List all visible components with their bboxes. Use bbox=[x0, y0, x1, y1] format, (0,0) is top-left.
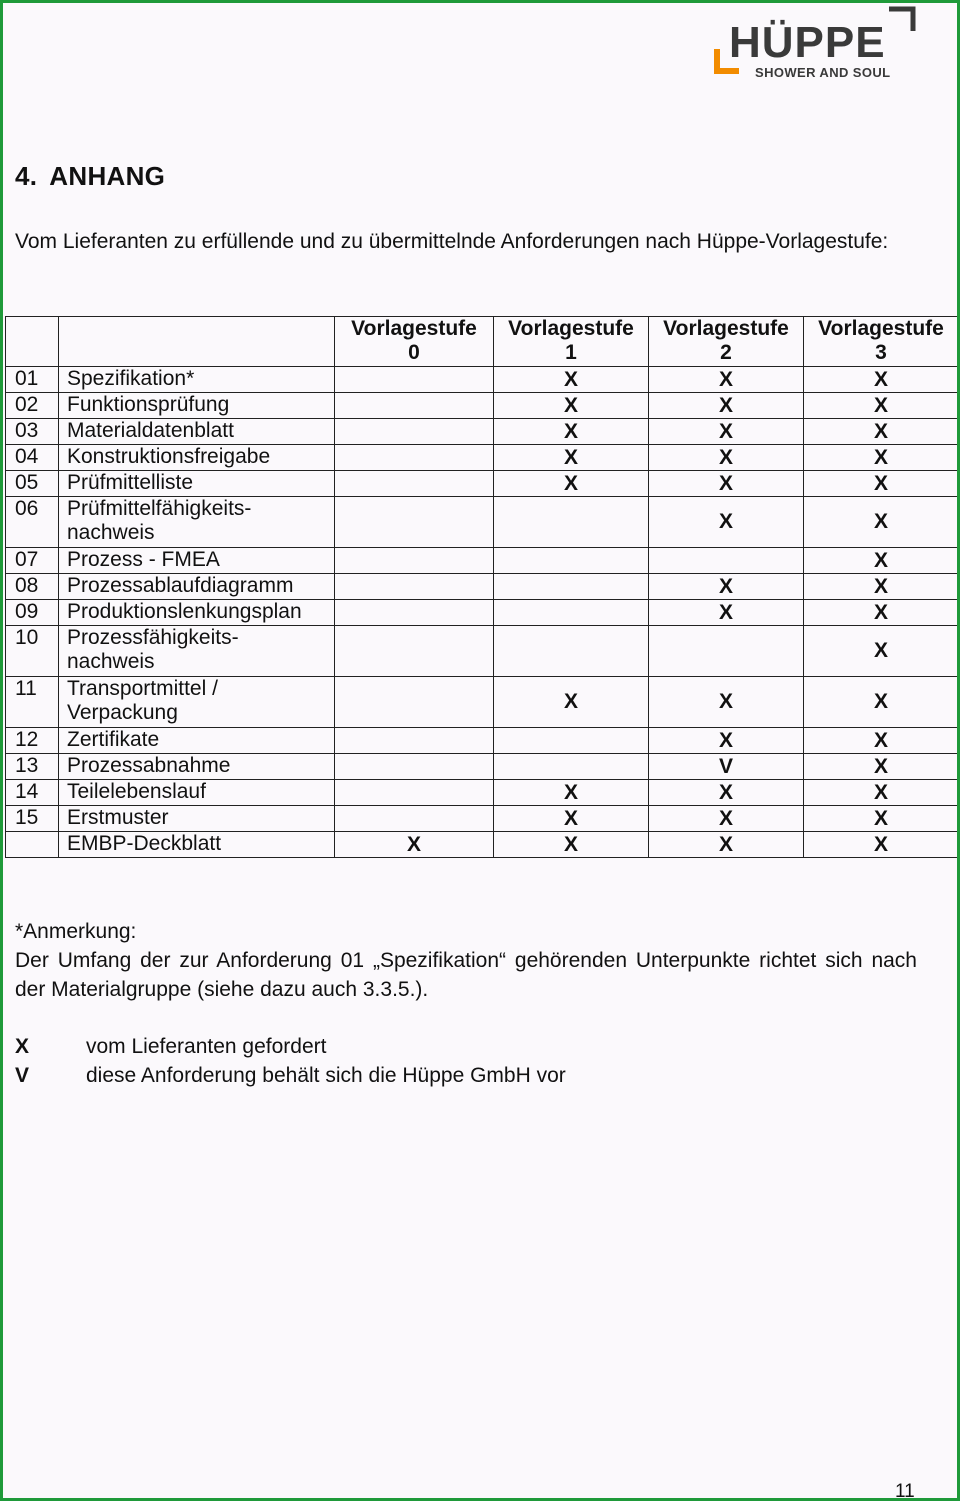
stage-2-mark: X bbox=[649, 728, 804, 754]
table-row bbox=[6, 497, 959, 548]
stage-3-mark: X bbox=[804, 832, 959, 858]
row-number-cell: 03 bbox=[6, 419, 59, 445]
table-row bbox=[6, 806, 959, 832]
note-title: *Anmerkung: bbox=[15, 920, 137, 943]
legend-item bbox=[15, 1032, 566, 1061]
row-number-cell: 15 bbox=[6, 806, 59, 832]
table-row bbox=[6, 471, 959, 497]
legend-text: diese Anforderung behält sich die Hüppe GmbH vor bbox=[86, 1064, 566, 1087]
stage-0-mark bbox=[335, 471, 494, 497]
requirement-name-cell: Prozessabnahme bbox=[59, 754, 335, 780]
stage-2-mark bbox=[649, 548, 804, 574]
table-body bbox=[6, 367, 959, 858]
stage-2-mark: X bbox=[649, 677, 804, 728]
legend-key: V bbox=[15, 1064, 30, 1087]
stage-0-mark bbox=[335, 393, 494, 419]
requirement-name-cell: Konstruktionsfreigabe bbox=[59, 445, 335, 471]
section-heading bbox=[15, 161, 165, 192]
header-name-cell bbox=[59, 317, 335, 367]
row-number-cell: 02 bbox=[6, 393, 59, 419]
row-number-cell: 09 bbox=[6, 600, 59, 626]
stage-3-mark: X bbox=[804, 497, 959, 548]
stage-1-mark: X bbox=[494, 832, 649, 858]
requirement-name-cell: Erstmuster bbox=[59, 806, 335, 832]
stage-2-mark: X bbox=[649, 832, 804, 858]
stage-2-mark: X bbox=[649, 497, 804, 548]
stage-3-mark: X bbox=[804, 626, 959, 677]
stage-0-mark bbox=[335, 780, 494, 806]
stage-3-mark: X bbox=[804, 393, 959, 419]
stage-0-mark bbox=[335, 548, 494, 574]
table-row bbox=[6, 445, 959, 471]
requirement-name-cell: Transportmittel / Verpackung bbox=[59, 677, 335, 728]
requirements-table bbox=[5, 316, 959, 858]
stage-0-mark bbox=[335, 367, 494, 393]
legend bbox=[15, 1032, 566, 1090]
stage-1-mark: X bbox=[494, 419, 649, 445]
stage-3-mark: X bbox=[804, 367, 959, 393]
stage-0-mark bbox=[335, 677, 494, 728]
requirement-name-cell: Teilelebenslauf bbox=[59, 780, 335, 806]
stage-0-mark bbox=[335, 574, 494, 600]
table-row bbox=[6, 832, 959, 858]
stage-1-mark bbox=[494, 574, 649, 600]
stage-2-mark: X bbox=[649, 780, 804, 806]
stage-0-mark bbox=[335, 806, 494, 832]
stage-1-mark bbox=[494, 728, 649, 754]
requirement-name-cell: Zertifikate bbox=[59, 728, 335, 754]
stage-0-mark bbox=[335, 497, 494, 548]
stage-3-mark: X bbox=[804, 780, 959, 806]
huppe-logo bbox=[711, 5, 921, 85]
row-number-cell: 06 bbox=[6, 497, 59, 548]
stage-1-mark: X bbox=[494, 367, 649, 393]
header-stage-3: Vorlagestufe 3 bbox=[804, 317, 959, 367]
stage-3-mark: X bbox=[804, 574, 959, 600]
row-number-cell bbox=[6, 832, 59, 858]
row-number-cell: 13 bbox=[6, 754, 59, 780]
requirement-name-cell: Prozessfähigkeits- nachweis bbox=[59, 626, 335, 677]
row-number-cell: 01 bbox=[6, 367, 59, 393]
note-text: Der Umfang der zur Anforderung 01 „Spezifikation“ gehörenden Unterpunkte richtet sich nach der Materialgruppe (siehe dazu auch 3.3.5.). bbox=[15, 949, 917, 1001]
table-row bbox=[6, 780, 959, 806]
row-number-cell: 11 bbox=[6, 677, 59, 728]
stage-2-mark: X bbox=[649, 600, 804, 626]
stage-3-mark: X bbox=[804, 806, 959, 832]
stage-2-mark: X bbox=[649, 471, 804, 497]
stage-3-mark: X bbox=[804, 728, 959, 754]
table-row bbox=[6, 393, 959, 419]
stage-3-mark: X bbox=[804, 600, 959, 626]
stage-1-mark: X bbox=[494, 806, 649, 832]
stage-1-mark bbox=[494, 600, 649, 626]
stage-0-mark bbox=[335, 445, 494, 471]
legend-item bbox=[15, 1061, 566, 1090]
stage-1-mark: X bbox=[494, 780, 649, 806]
stage-1-mark: X bbox=[494, 471, 649, 497]
stage-3-mark: X bbox=[804, 445, 959, 471]
requirement-name-cell: Spezifikation* bbox=[59, 367, 335, 393]
stage-1-mark: X bbox=[494, 677, 649, 728]
stage-0-mark bbox=[335, 754, 494, 780]
header-stage-1: Vorlagestufe 1 bbox=[494, 317, 649, 367]
stage-1-mark: X bbox=[494, 393, 649, 419]
requirement-name-cell: Prozessablaufdiagramm bbox=[59, 574, 335, 600]
table-row bbox=[6, 574, 959, 600]
section-number: 4. bbox=[15, 161, 38, 191]
svg-text:SHOWER AND SOUL: SHOWER AND SOUL bbox=[755, 65, 891, 80]
stage-0-mark bbox=[335, 626, 494, 677]
header-stage-0: Vorlagestufe 0 bbox=[335, 317, 494, 367]
stage-3-mark: X bbox=[804, 754, 959, 780]
requirement-name-cell: Produktionslenkungsplan bbox=[59, 600, 335, 626]
row-number-cell: 05 bbox=[6, 471, 59, 497]
table-row bbox=[6, 600, 959, 626]
stage-0-mark bbox=[335, 728, 494, 754]
stage-3-mark: X bbox=[804, 471, 959, 497]
table-row bbox=[6, 548, 959, 574]
row-number-cell: 08 bbox=[6, 574, 59, 600]
table-row bbox=[6, 754, 959, 780]
requirement-name-cell: Prüfmittelliste bbox=[59, 471, 335, 497]
stage-2-mark: X bbox=[649, 419, 804, 445]
requirement-name-cell: Prüfmittelfähigkeits- nachweis bbox=[59, 497, 335, 548]
stage-1-mark bbox=[494, 626, 649, 677]
table-row bbox=[6, 367, 959, 393]
stage-3-mark: X bbox=[804, 548, 959, 574]
stage-1-mark bbox=[494, 754, 649, 780]
stage-2-mark: X bbox=[649, 445, 804, 471]
stage-3-mark: X bbox=[804, 419, 959, 445]
row-number-cell: 10 bbox=[6, 626, 59, 677]
requirement-name-cell: Prozess - FMEA bbox=[59, 548, 335, 574]
stage-2-mark bbox=[649, 626, 804, 677]
row-number-cell: 14 bbox=[6, 780, 59, 806]
stage-2-mark: X bbox=[649, 367, 804, 393]
stage-1-mark: X bbox=[494, 445, 649, 471]
huppe-logo-graphic bbox=[711, 5, 921, 85]
stage-1-mark bbox=[494, 548, 649, 574]
table-row bbox=[6, 419, 959, 445]
page-number: 11 bbox=[895, 1481, 915, 1501]
stage-1-mark bbox=[494, 497, 649, 548]
header-stage-2: Vorlagestufe 2 bbox=[649, 317, 804, 367]
stage-2-mark: X bbox=[649, 574, 804, 600]
stage-0-mark bbox=[335, 600, 494, 626]
table-header-row bbox=[6, 317, 959, 367]
section-title: ANHANG bbox=[49, 161, 166, 191]
requirement-name-cell: Funktionsprüfung bbox=[59, 393, 335, 419]
svg-text:HÜPPE: HÜPPE bbox=[729, 18, 886, 67]
legend-text: vom Lieferanten gefordert bbox=[86, 1035, 327, 1058]
row-number-cell: 04 bbox=[6, 445, 59, 471]
stage-0-mark: X bbox=[335, 832, 494, 858]
row-number-cell: 07 bbox=[6, 548, 59, 574]
stage-0-mark bbox=[335, 419, 494, 445]
stage-2-mark: V bbox=[649, 754, 804, 780]
requirement-name-cell: EMBP-Deckblatt bbox=[59, 832, 335, 858]
legend-key: X bbox=[15, 1035, 30, 1058]
stage-2-mark: X bbox=[649, 806, 804, 832]
stage-3-mark: X bbox=[804, 677, 959, 728]
table-row bbox=[6, 626, 959, 677]
row-number-cell: 12 bbox=[6, 728, 59, 754]
requirement-name-cell: Materialdatenblatt bbox=[59, 419, 335, 445]
header-nr-cell bbox=[6, 317, 59, 367]
note-section bbox=[15, 917, 917, 1004]
table-row bbox=[6, 728, 959, 754]
table-row bbox=[6, 677, 959, 728]
intro-paragraph: Vom Lieferanten zu erfüllende und zu übermittelnde Anforderungen nach Hüppe-Vorlagestufe: bbox=[15, 230, 889, 253]
stage-2-mark: X bbox=[649, 393, 804, 419]
